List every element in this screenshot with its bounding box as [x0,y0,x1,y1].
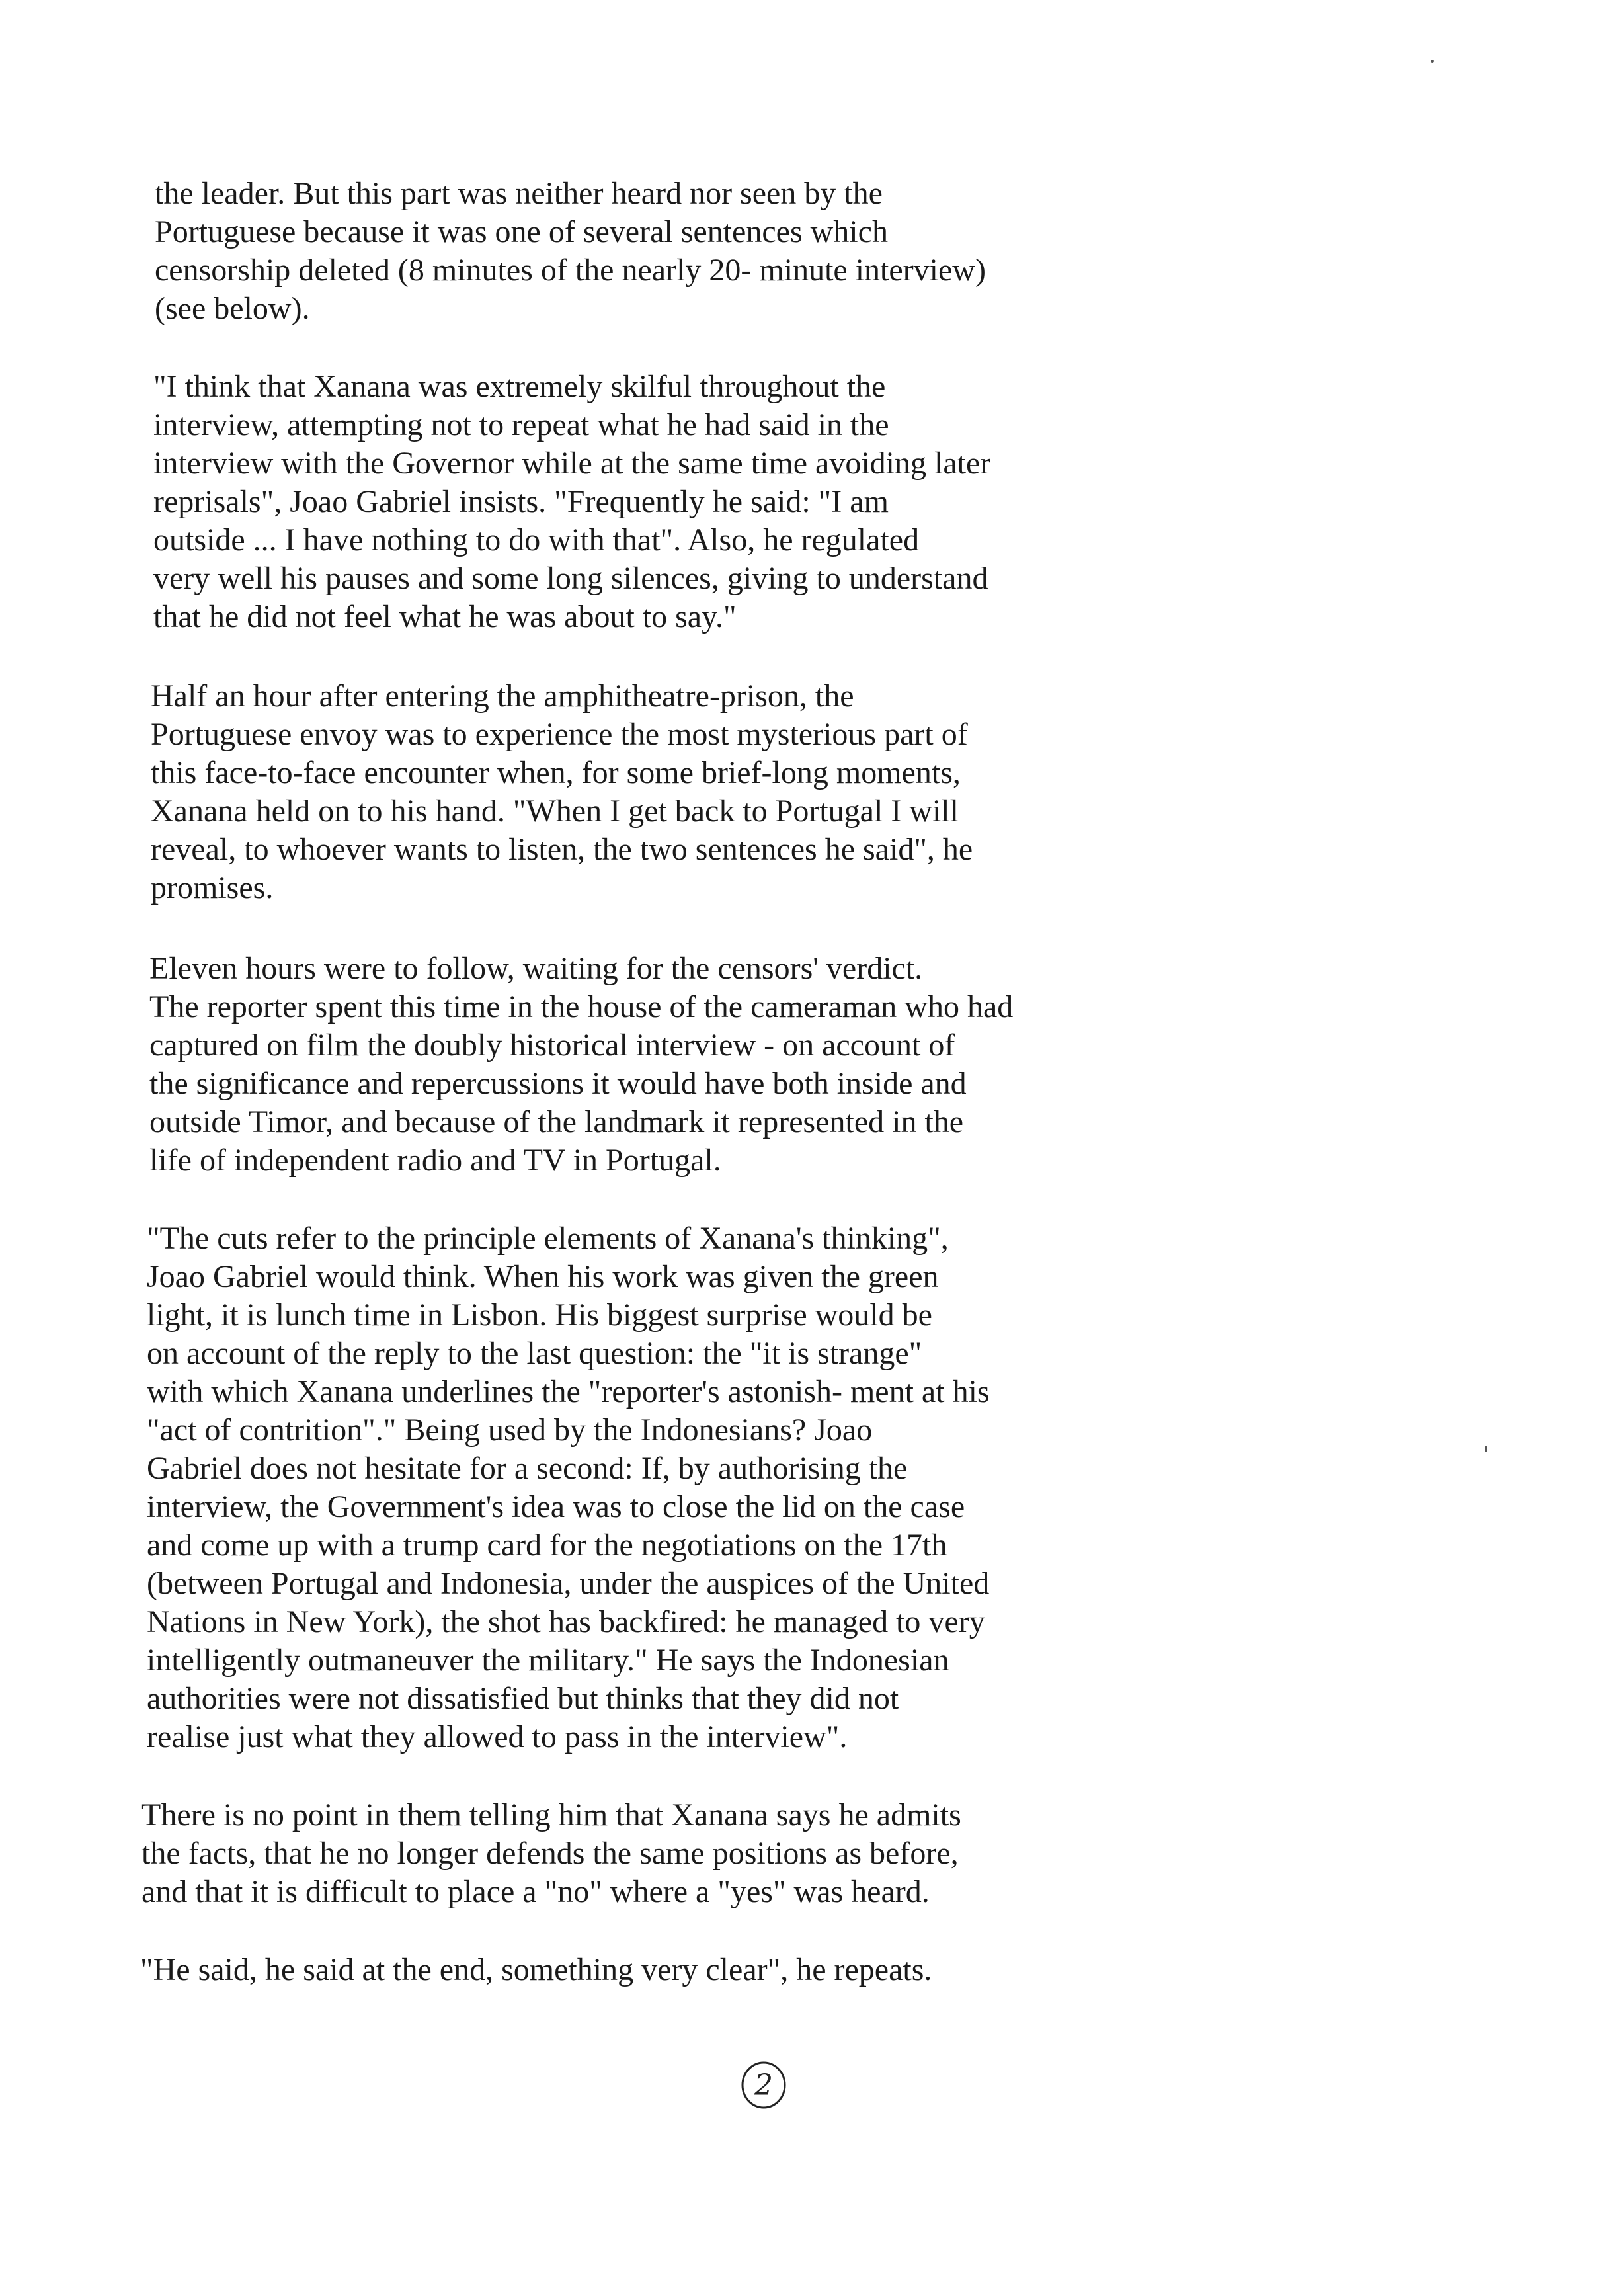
text-line: censorship deleted (8 minutes of the nearly 20- minute interview) [155,253,986,288]
text-line: with which Xanana underlines the "reporter's astonish- ment at his [147,1374,990,1409]
text-line: reveal, to whoever wants to listen, the two sentences he said", he [151,832,973,867]
paragraph-1 [155,175,986,328]
paragraph-4 [149,950,1013,1180]
text-line: light, it is lunch time in Lisbon. His biggest surprise would be [147,1297,932,1332]
text-line: Half an hour after entering the amphitheatre-prison, the [151,678,854,714]
text-line: the facts, that he no longer defends the same positions as before, [141,1836,959,1871]
scan-speck [1431,60,1434,63]
paragraph-3 [151,677,973,907]
text-line: life of independent radio and TV in Portugal. [149,1143,721,1178]
text-line: on account of the reply to the last question: the "it is strange" [147,1336,922,1371]
text-line: Joao Gabriel would think. When his work was given the green [147,1259,939,1294]
text-line: the significance and repercussions it would have both inside and [149,1066,967,1101]
paragraph-6 [141,1796,961,1911]
text-line: "act of contrition"." Being used by the Indonesians? Joao [147,1413,873,1448]
text-line: intelligently outmaneuver the military." He says the Indonesian [147,1643,949,1678]
paragraph-5 [147,1219,990,1756]
text-line: interview, the Government's idea was to close the lid on the case [147,1489,965,1524]
paragraph-7 [140,1951,932,1989]
text-line: Portuguese envoy was to experience the most mysterious part of [151,717,968,752]
text-line: The reporter spent this time in the house of the cameraman who had [149,989,1014,1024]
text-line: authorities were not dissatisfied but thinks that they did not [147,1681,899,1716]
text-line: very well his pauses and some long silences, giving to understand [153,561,988,596]
text-line: captured on film the doubly historical interview - on account of [149,1028,955,1063]
text-line: interview, attempting not to repeat what he had said in the [153,407,889,442]
text-line: outside ... I have nothing to do with that". Also, he regulated [153,522,920,557]
scan-speck [1485,1446,1487,1452]
page-number: 2 [754,2069,773,2102]
text-line: Eleven hours were to follow, waiting for the censors' verdict. [149,951,923,986]
text-line: outside Timor, and because of the landmark it represented in the [149,1104,964,1139]
text-line: and that it is difficult to place a "no" where a "yes" was heard. [141,1874,930,1909]
text-line: Gabriel does not hesitate for a second: If, by authorising the [147,1451,908,1486]
text-line: promises. [151,870,274,905]
text-line: Nations in New York), the shot has backfired: he managed to very [147,1604,985,1639]
text-line: "The cuts refer to the principle elements of Xanana's thinking", [147,1221,949,1256]
text-line: reprisals", Joao Gabriel insists. "Frequently he said: "I am [153,484,889,519]
text-line: this face-to-face encounter when, for some brief-long moments, [151,755,961,790]
text-line: Portuguese because it was one of several sentences which [155,214,888,249]
text-line: Xanana held on to his hand. "When I get back to Portugal I will [151,794,959,829]
paragraph-2 [153,368,990,636]
text-line: realise just what they allowed to pass in the interview". [147,1719,848,1754]
page-number-mark [739,2057,788,2111]
text-line: There is no point in them telling him that Xanana says he admits [141,1797,961,1832]
text-line: that he did not feel what he was about to say." [153,599,737,634]
text-line: (see below). [155,291,310,326]
text-line: "He said, he said at the end, something very clear", he repeats. [140,1952,932,1987]
text-line: (between Portugal and Indonesia, under the auspices of the United [147,1566,990,1601]
text-line: the leader. But this part was neither heard nor seen by the [155,176,883,211]
text-line: and come up with a trump card for the negotiations on the 17th [147,1528,947,1563]
text-line: "I think that Xanana was extremely skilful throughout the [153,369,886,404]
text-line: interview with the Governor while at the same time avoiding later [153,446,991,481]
